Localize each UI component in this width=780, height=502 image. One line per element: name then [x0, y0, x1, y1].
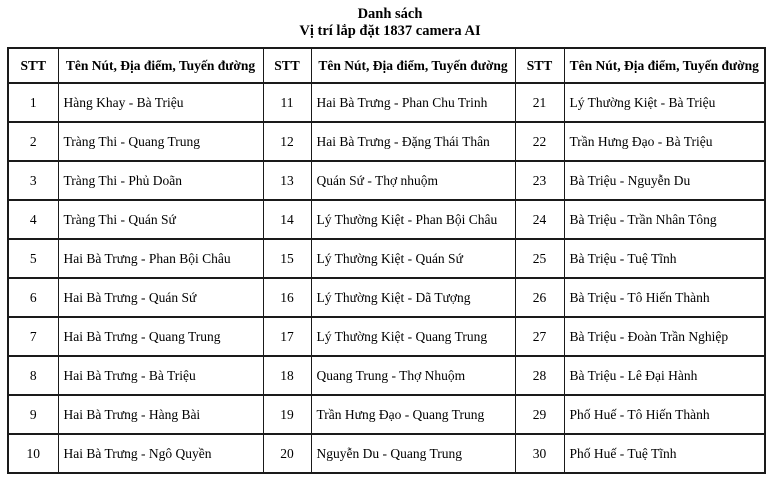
table-row	[8, 434, 765, 473]
location-cell: Bà Triệu - Đoàn Trần Nghiệp	[564, 317, 765, 356]
location-cell: Hàng Khay - Bà Triệu	[58, 83, 263, 122]
location-cell: Lý Thường Kiệt - Bà Triệu	[564, 83, 765, 122]
location-cell: Tràng Thi - Quán Sứ	[58, 200, 263, 239]
location-header-2: Tên Nút, Địa điểm, Tuyến đường	[311, 48, 515, 83]
table-row	[8, 395, 765, 434]
stt-cell: 5	[8, 239, 58, 278]
location-cell: Bà Triệu - Lê Đại Hành	[564, 356, 765, 395]
stt-cell: 23	[515, 161, 564, 200]
stt-cell: 30	[515, 434, 564, 473]
document-title-line-2: Vị trí lắp đặt 1837 camera AI	[299, 23, 481, 39]
location-cell: Hai Bà Trưng - Bà Triệu	[58, 356, 263, 395]
stt-cell: 26	[515, 278, 564, 317]
location-cell: Quán Sứ - Thợ nhuộm	[311, 161, 515, 200]
location-cell: Hai Bà Trưng - Quang Trung	[58, 317, 263, 356]
table-header-row	[8, 48, 765, 83]
location-cell: Lý Thường Kiệt - Quang Trung	[311, 317, 515, 356]
stt-cell: 13	[263, 161, 311, 200]
stt-cell: 11	[263, 83, 311, 122]
table-row	[8, 83, 765, 122]
stt-cell: 8	[8, 356, 58, 395]
table-row	[8, 239, 765, 278]
stt-cell: 16	[263, 278, 311, 317]
location-cell: Quang Trung - Thợ Nhuộm	[311, 356, 515, 395]
location-cell: Hai Bà Trưng - Phan Bội Châu	[58, 239, 263, 278]
stt-cell: 25	[515, 239, 564, 278]
stt-cell: 9	[8, 395, 58, 434]
location-header-1: Tên Nút, Địa điểm, Tuyến đường	[58, 48, 263, 83]
table-row	[8, 122, 765, 161]
stt-cell: 7	[8, 317, 58, 356]
stt-cell: 14	[263, 200, 311, 239]
stt-cell: 17	[263, 317, 311, 356]
table-row	[8, 200, 765, 239]
stt-cell: 12	[263, 122, 311, 161]
location-cell: Bà Triệu - Trần Nhân Tông	[564, 200, 765, 239]
stt-cell: 15	[263, 239, 311, 278]
location-cell: Bà Triệu - Tuệ Tĩnh	[564, 239, 765, 278]
location-cell: Hai Bà Trưng - Hàng Bài	[58, 395, 263, 434]
table-row	[8, 356, 765, 395]
stt-cell: 27	[515, 317, 564, 356]
stt-cell: 19	[263, 395, 311, 434]
location-cell: Phố Huế - Tô Hiến Thành	[564, 395, 765, 434]
location-cell: Hai Bà Trưng - Đặng Thái Thân	[311, 122, 515, 161]
location-cell: Nguyễn Du - Quang Trung	[311, 434, 515, 473]
location-cell: Lý Thường Kiệt - Quán Sứ	[311, 239, 515, 278]
stt-cell: 3	[8, 161, 58, 200]
stt-cell: 10	[8, 434, 58, 473]
location-cell: Hai Bà Trưng - Phan Chu Trinh	[311, 83, 515, 122]
table-row	[8, 317, 765, 356]
location-cell: Tràng Thi - Quang Trung	[58, 122, 263, 161]
stt-cell: 22	[515, 122, 564, 161]
stt-cell: 4	[8, 200, 58, 239]
location-cell: Trần Hưng Đạo - Bà Triệu	[564, 122, 765, 161]
location-cell: Trần Hưng Đạo - Quang Trung	[311, 395, 515, 434]
table-row	[8, 278, 765, 317]
stt-header-1: STT	[8, 48, 58, 83]
location-cell: Lý Thường Kiệt - Phan Bội Châu	[311, 200, 515, 239]
stt-cell: 29	[515, 395, 564, 434]
location-cell: Bà Triệu - Nguyễn Du	[564, 161, 765, 200]
stt-cell: 21	[515, 83, 564, 122]
document-title-line-1: Danh sách	[357, 6, 423, 22]
stt-header-3: STT	[515, 48, 564, 83]
stt-cell: 28	[515, 356, 564, 395]
stt-cell: 2	[8, 122, 58, 161]
stt-cell: 1	[8, 83, 58, 122]
location-header-3: Tên Nút, Địa điểm, Tuyến đường	[564, 48, 765, 83]
stt-cell: 6	[8, 278, 58, 317]
location-cell: Phố Huế - Tuệ Tĩnh	[564, 434, 765, 473]
stt-cell: 24	[515, 200, 564, 239]
stt-header-2: STT	[263, 48, 311, 83]
location-cell: Lý Thường Kiệt - Dã Tượng	[311, 278, 515, 317]
location-cell: Bà Triệu - Tô Hiến Thành	[564, 278, 765, 317]
stt-cell: 18	[263, 356, 311, 395]
table-row	[8, 161, 765, 200]
location-cell: Hai Bà Trưng - Ngô Quyền	[58, 434, 263, 473]
location-cell: Tràng Thi - Phủ Doãn	[58, 161, 263, 200]
location-cell: Hai Bà Trưng - Quán Sứ	[58, 278, 263, 317]
stt-cell: 20	[263, 434, 311, 473]
camera-locations-table	[7, 47, 766, 474]
